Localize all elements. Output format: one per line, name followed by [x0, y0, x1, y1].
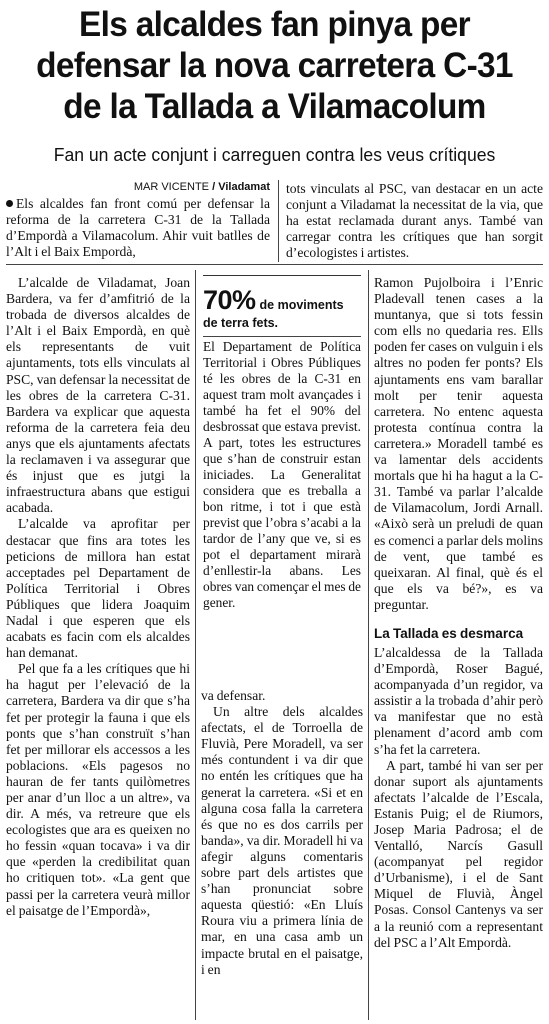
body-column-2: [201, 688, 363, 1020]
stat-box: [203, 275, 361, 683]
column-divider: [368, 270, 369, 1020]
section-subhead: La Tallada es desmarca: [374, 625, 524, 641]
lead-column-divider: [278, 180, 279, 262]
stat-figure: 70%: [203, 285, 256, 315]
headline: [22, 4, 527, 127]
subheadline: Fan un acte conjunt i carreguen contra les veus crítiques: [53, 144, 496, 165]
lead-column-1: [6, 196, 270, 260]
byline-separator: /: [212, 181, 216, 193]
stat-body: El Departament de Política Territorial i Obres Públiques té les obres de la C-31 en aquest tram molt avançades i també ha fet el 90% del desbrossat que estava previst. A part, totes les estructures que s’han de construir estan iniciades. La Generalitat considera que es treballa a bon ritme, i tot i que està previst que l’obra s’acabi a la tardor de l’any que ve, si es pot el departament mirarà d’enllestir-la abans. Les obres van començar el mes de gener.: [203, 339, 361, 610]
byline: [100, 181, 270, 193]
body-paragraph: L’alcaldessa de la Tallada d’Empordà, Roser Bagué, acompanyada d’un regidor, va assistir a la trobada d’ahir però va manifestar que no està plenament d’acord amb com s’ha fet la carretera.: [374, 644, 543, 757]
lead-text-2: tots vinculats al PSC, van destacar en un acte conjunt a Viladamat la necessitat de la via, que ha estat reclamada durant anys. També van carregar contra les crítiques que han sorgit d’ecologistes i artistes.: [286, 181, 543, 261]
lead-text-1: Els alcaldes fan front comú per defensar la reforma de la carretera C-31 de la Tallada d’Empordà a Vilamacolum. Ahir vuit batlles de l’Alt i el Baix Empordà,: [6, 196, 270, 260]
body-column-3: [374, 275, 543, 1020]
body-paragraph: va defensar.: [201, 688, 266, 703]
stat-headline-text: de moviments de terra fets.: [203, 298, 344, 330]
headline-line-2: defensar la nova carretera C-31: [36, 45, 513, 85]
body-column-1: [6, 275, 190, 1020]
column-divider: [195, 270, 196, 1020]
byline-place: Viladamat: [218, 181, 270, 193]
stat-rule: [203, 336, 361, 337]
headline-line-3: de la Tallada a Vilamacolum: [63, 86, 486, 126]
lead-column-2: [286, 181, 543, 261]
headline-line-1: Els alcaldes fan pinya per: [79, 4, 470, 44]
bullet-icon: [6, 200, 13, 207]
body-paragraph: Un altre dels alcaldes afectats, el de Torroella de Fluvià, Pere Moradell, va ser més contundent i va dir que no entén les crítiques que ha generat la carretera. «Si et en alguna cosa falla la carretera és que no es dos carrils per banda», va dir. Moradell hi va afegir alguns comentaris sobre part dels artistes que s’han pronunciat sobre aquesta qüestió: «En Lluís Roura viu a primera línia de mar, en una casa amb un impacte brutal en el paisatge, i en: [201, 704, 363, 977]
body-paragraph: L’alcalde va aprofitar per destacar que fins ara totes les peticions de millora han estat acceptades pel Departament de Política Territorial i Obres Públiques que lidera Joaquim Nadal i que esperen que els acabats es facin com els alcaldes han demanat.: [6, 516, 190, 661]
byline-author: MAR VICENTE: [133, 181, 210, 193]
body-paragraph: Pel que fa a les crítiques que hi ha hagut per l’elevació de la carretera, Bardera va dir que s’ha fet per protegir la fauna i que els ponts que s’han construït s’han fet per millorar els accessos a les poblacions. «Els pagesos no hauran de fer tants quilòmetres per anar d’un lloc a un altre», va dir. A més, va retreure que els ecologistes que ara es queixen no ho fessin «quan tocava» i va dir que «perden la credibilitat quan ho critiquen tot». «La gent que passi per la carretera veurà millor el paisatge de l’Empordà»,: [6, 661, 190, 918]
body-paragraph: A part, també hi van ser per donar suport als ajuntaments afectats l’alcalde de l’Escala, Estanis Puig; el de Riumors, Josep Maria Padrosa; el de Ventalló, Narcís Gasull (acompanyat pel regidor d’Urbanisme), i el de Sant Miquel de Fluvià, Àngel Posas. Consol Cantenys va ser a la reunió com a representant del PSC a l’Alt Empordà.: [374, 757, 543, 950]
body-paragraph: Ramon Pujolboira i l’Enric Pladevall tenen cases a la muntanya, que si tots fessin com ells no quedaria res. Ells poden fer cases on vulguin i els altres no poden fer ponts? Els ajuntaments ens vam barallar molt per tenir aquesta carretera. No entenc aquesta protesta contínua contra la carretera.» Moradell també es va lamentar dels accidents mortals que hi ha hagut a la C-31. També va parlar l’alcalde de Vilamacolum, Jordi Arnall. «Això serà un preludi de quan es comenci a parlar dels molins de vent, que també es queixaran. Al final, què és el que els va bé?», es va preguntar.: [374, 275, 543, 612]
lead-bottom-rule: [6, 264, 543, 265]
stat-headline: [203, 276, 361, 332]
body-paragraph: L’alcalde de Viladamat, Joan Bardera, va fer d’amfitrió de la trobada de diversos alcaldes de l’Alt i el Baix Empordà, en què els representants de vuit ajuntaments, tots ells vinculats al PSC, van defensar la necessitat de les obres de la carretera C-31. Bardera va explicar que aquesta reforma de la carretera feia deu anys que els ajuntaments afectats la reclamaven i va assegurar que és injust que es jutgi la infraestructura abans que estigui acabada.: [6, 275, 190, 516]
